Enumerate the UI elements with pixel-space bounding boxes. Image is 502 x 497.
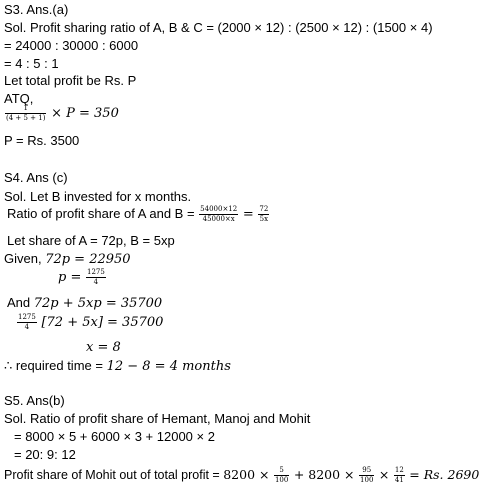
s4-heading: S4. Ans (c) <box>4 170 68 185</box>
s4-line-given: Given, 72p = 22950 <box>4 251 131 267</box>
s5-line-simplified: = 20: 9: 12 <box>14 447 76 462</box>
s4-line-substitute: $\frac{1275}{4}$ [72 + 5x] = 35700 <box>18 313 164 331</box>
s4-line-and: And 72p + 5xp = 35700 <box>7 295 163 311</box>
s5-line-values: = 8000 × 5 + 6000 × 3 + 12000 × 2 <box>14 429 215 444</box>
s4-line-ratio: Ratio of profit share of A and B = $\frac{54000\times 12}{45000\times x}$ = $\frac{72}{5x}$ <box>7 205 269 223</box>
fraction: $\frac{5}{100}$ <box>274 466 289 484</box>
s3-line-values: = 24000 : 30000 : 6000 <box>4 38 139 53</box>
fraction: $\frac{95}{100}$ <box>360 466 374 484</box>
s3-equation: $\frac{1}{(4 + 5 + 1)}$ × P = 350 <box>6 104 119 122</box>
s3-heading: S3. Ans.(a) <box>4 2 69 17</box>
fraction: $\frac{1}{(4 + 5 + 1)}$ <box>6 104 46 122</box>
fraction: $\frac{72}{5x}$ <box>259 205 269 223</box>
fraction: $\frac{12}{41}$ <box>394 466 404 484</box>
fraction: $\frac{54000\times 12}{45000\times x}$ <box>200 205 238 223</box>
s4-line-x: x = 8 <box>86 340 121 355</box>
fraction: $\frac{1275}{4}$ <box>18 313 36 331</box>
s3-line-ratio: Sol. Profit sharing ratio of A, B & C = (2000 × 12) : (2500 × 12) : (1500 × 4) <box>4 20 433 35</box>
s3-line-let: Let total profit be Rs. P <box>4 73 137 88</box>
s4-line-required: ∴ required time = 12 − 8 = 4 months <box>4 358 231 374</box>
s5-line-ratio: Sol. Ratio of profit share of Hemant, Manoj and Mohit <box>4 411 311 426</box>
s3-line-simplified: = 4 : 5 : 1 <box>4 56 59 71</box>
s3-line-atq: ATQ, <box>4 91 34 106</box>
s5-heading: S5. Ans(b) <box>4 393 65 408</box>
s5-line-mohit: Profit share of Mohit out of total profit = 8200 × $\frac{5}{100}$ + 8200 × $\frac{95}{100}$ × $\frac{12}{41}$ = Rs. 2690 <box>4 466 480 484</box>
s3-line-result: P = Rs. 3500 <box>4 133 80 148</box>
fraction: $\frac{1275}{4}$ <box>86 268 105 286</box>
s4-line-p: p = $\frac{1275}{4}$ <box>58 268 105 286</box>
s4-line-let: Sol. Let B invested for x months. <box>4 189 192 204</box>
s4-line-shares: Let share of A = 72p, B = 5xp <box>7 233 175 248</box>
